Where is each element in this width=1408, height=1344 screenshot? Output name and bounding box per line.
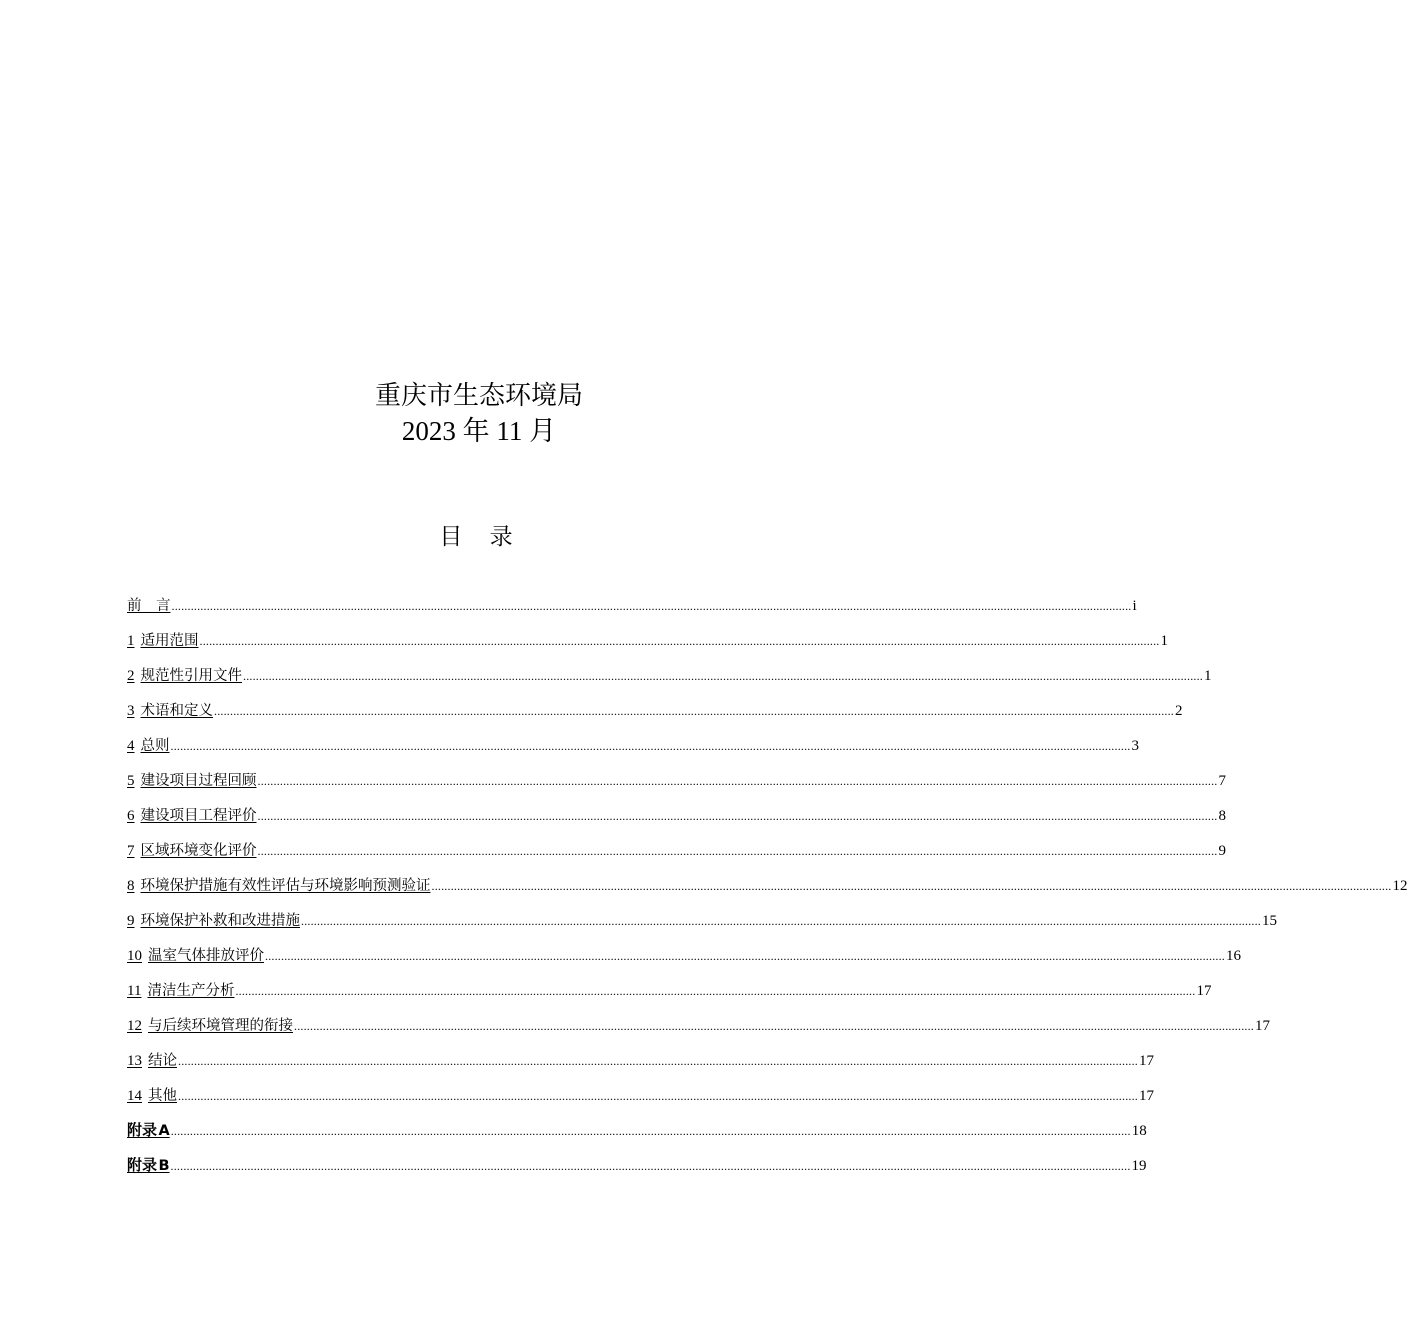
toc-page-number: 12 [1392, 878, 1408, 894]
toc-page-number: 19 [1131, 1158, 1147, 1174]
leader-dots: ............................................................................................................................................................................................................................................................................................................ [265, 949, 1225, 963]
leader-dots: ............................................................................................................................................................................................................................................................................................................ [257, 809, 1218, 823]
toc-page-number: i [1132, 598, 1137, 614]
toc-entry-preface[interactable] [127, 594, 1137, 629]
toc-entry-label[interactable]: 14 其他 [127, 1088, 177, 1104]
toc-page-number: 1 [1160, 633, 1168, 649]
toc-page-number: 17 [1139, 1053, 1154, 1069]
leader-dots: ............................................................................................................................................................................................................................................................................................................ [243, 669, 1203, 683]
toc-entry-11[interactable] [127, 979, 1212, 1014]
leader-dots: ............................................................................................................................................................................................................................................................................................................ [294, 1019, 1254, 1033]
table-of-contents [127, 594, 1408, 1189]
leader-dots: ............................................................................................................................................................................................................................................................................................................ [214, 704, 1174, 718]
leader-dots: ............................................................................................................................................................................................................................................................................................................ [170, 1159, 1131, 1173]
toc-entry-8[interactable] [127, 874, 1408, 909]
toc-entry-6[interactable] [127, 804, 1226, 839]
toc-entry-5[interactable] [127, 769, 1226, 804]
toc-entry-label[interactable]: 8 环境保护措施有效性评估与环境影响预测验证 [127, 878, 431, 894]
toc-entry-label[interactable]: 12 与后续环境管理的衔接 [127, 1018, 293, 1034]
toc-entry-label[interactable]: 5 建设项目过程回顾 [127, 773, 257, 789]
toc-entry-13[interactable] [127, 1049, 1154, 1084]
toc-page-number: 17 [1255, 1018, 1270, 1034]
leader-dots: ............................................................................................................................................................................................................................................................................................................ [301, 914, 1261, 928]
toc-title: 目 录 [439, 524, 523, 550]
toc-page-number: 15 [1262, 913, 1277, 929]
toc-entry-label[interactable]: 4 总则 [127, 738, 170, 754]
publication-date: 2023 年 11 月 [401, 416, 557, 446]
toc-entry-label[interactable]: 11 清洁生产分析 [127, 983, 235, 999]
toc-entry-appendix-b[interactable] [127, 1154, 1147, 1189]
issuer-name: 重庆市生态环境局 [374, 381, 583, 411]
leader-dots: ............................................................................................................................................................................................................................................................................................................ [171, 599, 1132, 613]
toc-page-number: 16 [1226, 948, 1241, 964]
toc-entry-label[interactable]: 1 适用范围 [127, 633, 199, 649]
leader-dots: ............................................................................................................................................................................................................................................................................................................ [170, 1124, 1131, 1138]
toc-entry-7[interactable] [127, 839, 1226, 874]
toc-entry-appendix-a[interactable] [127, 1119, 1147, 1154]
toc-entry-label[interactable]: 附录 A [127, 1123, 170, 1139]
leader-dots: ............................................................................................................................................................................................................................................................................................................ [257, 774, 1218, 788]
leader-dots: ............................................................................................................................................................................................................................................................................................................ [431, 879, 1392, 893]
toc-entry-label[interactable]: 附录 B [127, 1158, 170, 1174]
toc-entry-14[interactable] [127, 1084, 1154, 1119]
toc-entry-label[interactable]: 10 温室气体排放评价 [127, 948, 264, 964]
toc-entry-label[interactable]: 2 规范性引用文件 [127, 668, 242, 684]
toc-page-number: 2 [1175, 703, 1183, 719]
toc-entry-2[interactable] [127, 664, 1212, 699]
leader-dots: ............................................................................................................................................................................................................................................................................................................ [257, 844, 1218, 858]
leader-dots: ............................................................................................................................................................................................................................................................................................................ [235, 984, 1196, 998]
toc-entry-9[interactable] [127, 909, 1277, 944]
toc-entry-12[interactable] [127, 1014, 1270, 1049]
leader-dots: ............................................................................................................................................................................................................................................................................................................ [170, 739, 1131, 753]
toc-page-number: 3 [1131, 738, 1139, 754]
toc-page-number: 8 [1218, 808, 1226, 824]
toc-entry-label[interactable]: 13 结论 [127, 1053, 177, 1069]
toc-entry-10[interactable] [127, 944, 1241, 979]
toc-entry-label[interactable]: 6 建设项目工程评价 [127, 808, 257, 824]
cover-block [0, 378, 958, 448]
toc-page-number: 7 [1218, 773, 1226, 789]
leader-dots: ............................................................................................................................................................................................................................................................................................................ [178, 1054, 1138, 1068]
toc-entry-label[interactable]: 前 言 [127, 598, 171, 614]
toc-page-number: 9 [1218, 843, 1226, 859]
toc-entry-label[interactable]: 3 术语和定义 [127, 703, 213, 719]
toc-page-number: 17 [1196, 983, 1212, 999]
toc-page-number: 18 [1131, 1123, 1147, 1139]
leader-dots: ............................................................................................................................................................................................................................................................................................................ [199, 634, 1160, 648]
toc-page-number: 17 [1139, 1088, 1154, 1104]
toc-entry-1[interactable] [127, 629, 1168, 664]
toc-entry-label[interactable]: 9 环境保护补救和改进措施 [127, 913, 300, 929]
toc-entry-label[interactable]: 7 区域环境变化评价 [127, 843, 257, 859]
toc-entry-4[interactable] [127, 734, 1139, 769]
toc-page-number: 1 [1204, 668, 1212, 684]
toc-entry-3[interactable] [127, 699, 1183, 734]
leader-dots: ............................................................................................................................................................................................................................................................................................................ [178, 1089, 1138, 1103]
